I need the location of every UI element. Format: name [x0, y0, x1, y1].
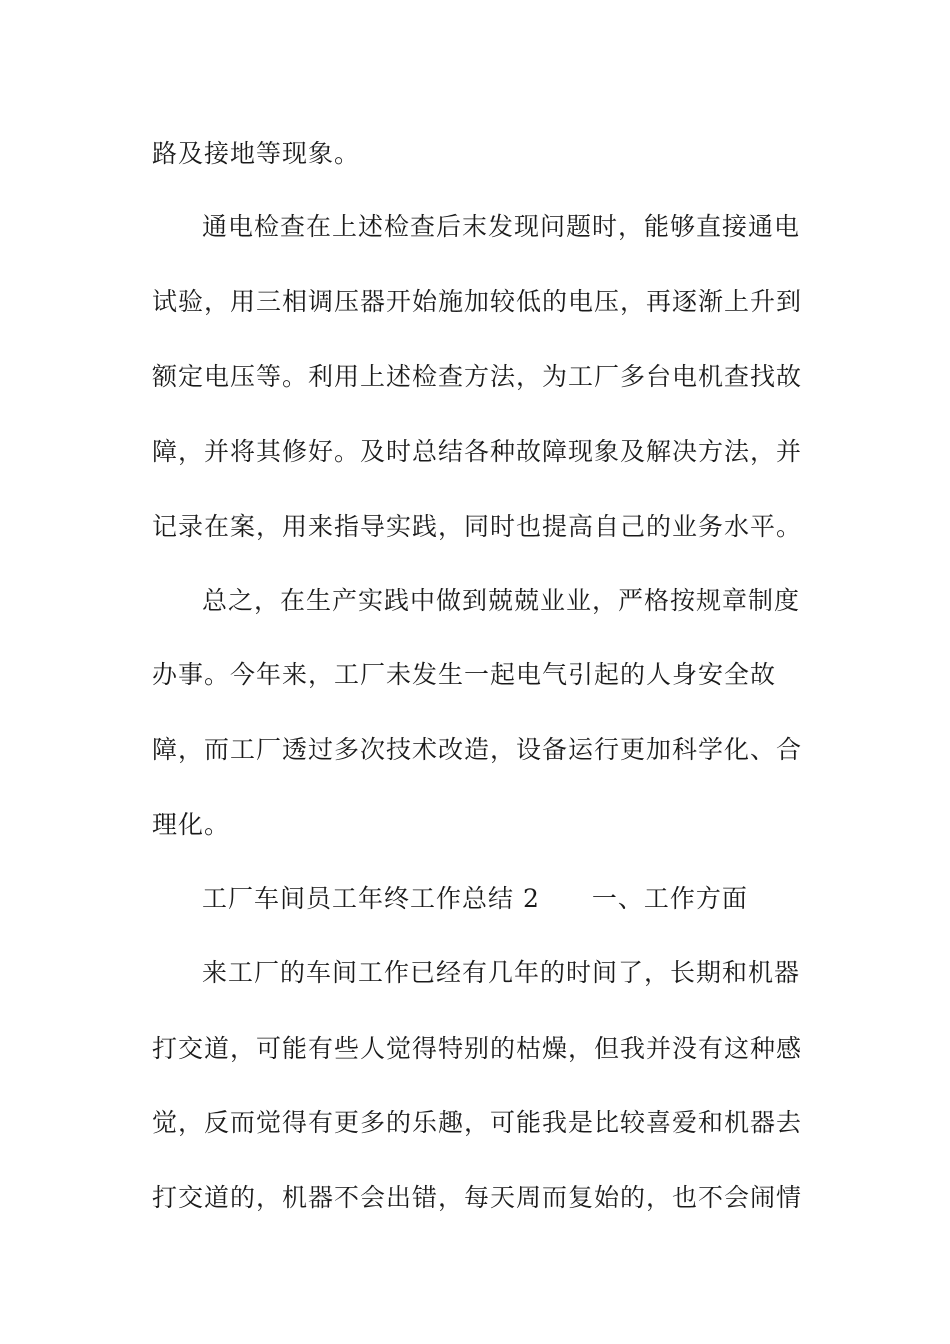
text-line: 试验，用三相调压器开始施加较低的电压，再逐渐上升到	[152, 287, 803, 316]
text-line: 记录在案，用来指导实践，同时也提高自己的业务水平。	[152, 512, 803, 541]
text-line: 打交道，可能有些人觉得特别的枯燥，但我并没有这种感	[152, 1034, 803, 1063]
text-line: 来工厂的车间工作已经有几年的时间了，长期和机器	[202, 958, 801, 987]
text-line: 障，而工厂透过多次技术改造，设备运行更加科学化、合	[152, 735, 803, 764]
text-line: 通电检查在上述检查后末发现问题时，能够直接通电	[202, 212, 801, 241]
text-line: 觉，反而觉得有更多的乐趣，可能我是比较喜爱和机器去	[152, 1108, 803, 1137]
text-line: 额定电压等。利用上述检查方法，为工厂多台电机查找故	[152, 362, 803, 391]
text-line: 理化。	[152, 810, 231, 839]
text-line: 打交道的，机器不会出错，每天周而复始的，也不会闹情	[152, 1183, 803, 1212]
text-line: 总之，在生产实践中做到兢兢业业，严格按规章制度	[202, 586, 801, 615]
text-line: 路及接地等现象。	[152, 139, 361, 168]
text-line: 办事。今年来，工厂未发生一起电气引起的人身安全故	[152, 660, 777, 689]
section-heading: 工厂车间员工年终工作总结 2 一、工作方面	[202, 884, 748, 913]
text-line: 障，并将其修好。及时总结各种故障现象及解决方法，并	[152, 437, 803, 466]
